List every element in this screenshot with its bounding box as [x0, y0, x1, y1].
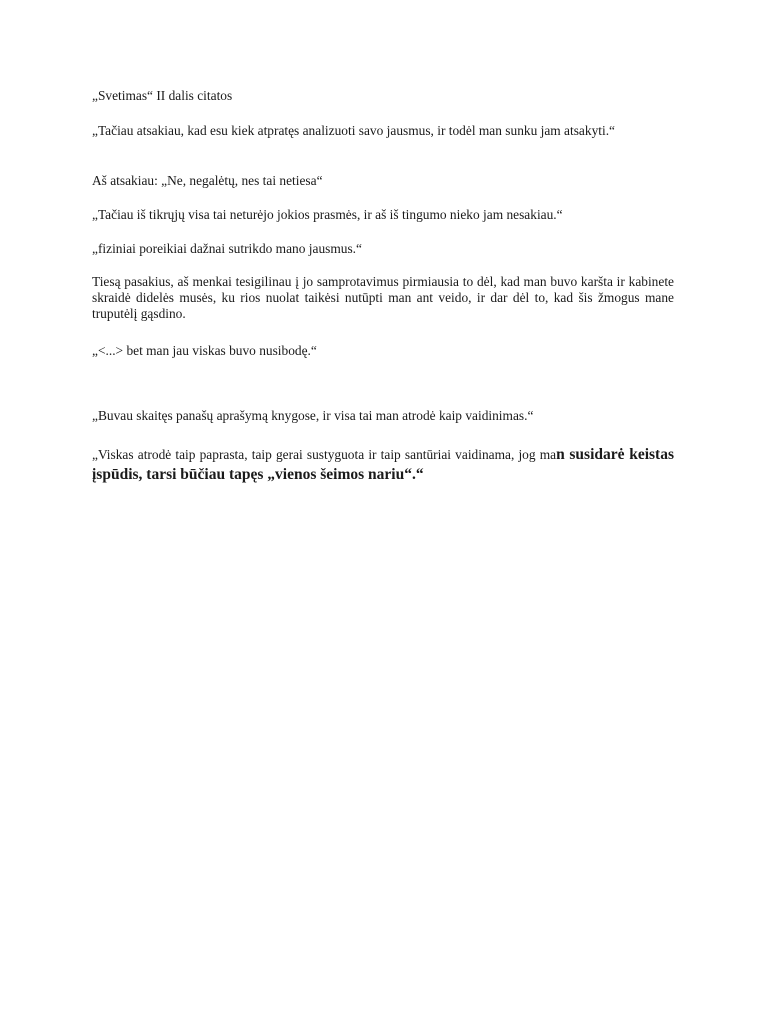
quote-4: „fiziniai poreikiai dažnai sutrikdo mano jausmus.“	[92, 241, 362, 256]
quote-2: Aš atsakiau: „Ne, negalėtų, nes tai netiesa“	[92, 173, 323, 188]
quote-1: „Tačiau atsakiau, kad esu kiek atpratęs analizuoti savo jausmus, ir todėl man sunku jam atsakyti.“	[92, 123, 615, 138]
quote-8	[92, 445, 674, 485]
quote-8-normal-text: „Viskas atrodė taip paprasta, taip gerai sustyguota ir taip santūriai vaidinama, jog ma	[92, 447, 557, 462]
quote-8-bold-text: n susidarė keistas įspūdis, tarsi būčiau tapęs „vienos šeimos nariu“.“	[92, 446, 674, 483]
quote-6: „<...> bet man jau viskas buvo nusibodę.“	[92, 343, 317, 358]
quote-7: „Buvau skaitęs panašų aprašymą knygose, ir visa tai man atrodė kaip vaidinimas.“	[92, 408, 534, 423]
quote-3: „Tačiau iš tikrųjų visa tai neturėjo jokios prasmės, ir aš iš tingumo nieko jam nesakiau.“	[92, 207, 563, 222]
document-title: „Svetimas“ II dalis citatos	[92, 88, 233, 103]
quote-5: Tiesą pasakius, aš menkai tesigilinau į jo samprotavimus pirmiausia to dėl, kad man buvo karšta ir kabinete skraidė didelės musės, ku rios nuolat taikėsi nutūpti man ant veido, ir dar dėl to, kad šis žmogus mane truputėlį gąsdino.	[92, 274, 674, 321]
